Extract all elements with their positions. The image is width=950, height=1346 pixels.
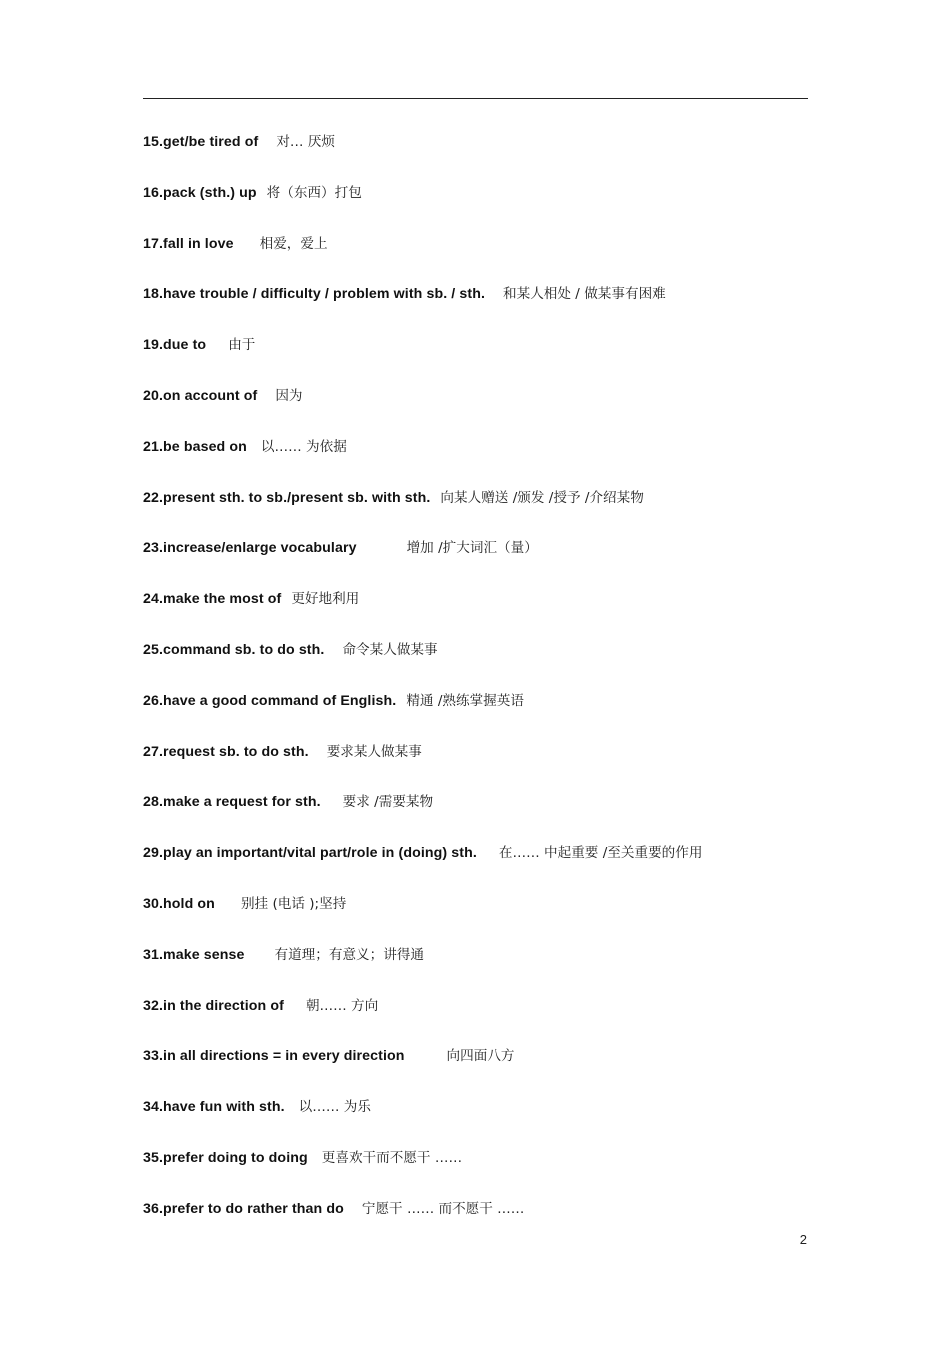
list-item xyxy=(143,1095,808,1146)
list-item xyxy=(143,841,808,892)
meaning-text: 对… 厌烦 xyxy=(276,134,336,150)
phrase-text: 32.in the direction of xyxy=(143,997,284,1014)
list-item xyxy=(143,1146,808,1197)
list-item xyxy=(143,1197,808,1248)
meaning-text: 增加 /扩大词汇（量） xyxy=(406,540,538,557)
list-item xyxy=(143,587,808,638)
phrase-text: 26.have a good command of English. xyxy=(143,692,397,709)
phrase-text: 35.prefer doing to doing xyxy=(143,1149,308,1166)
meaning-text: 向四面八方 xyxy=(446,1048,515,1065)
phrase-text: 29.play an important/vital part/role in (doing) sth. xyxy=(143,845,477,862)
list-item xyxy=(143,181,808,232)
meaning-text: 以…… 为依据 xyxy=(260,438,347,455)
phrase-text: 21.be based on xyxy=(143,438,247,455)
list-item xyxy=(143,333,808,384)
meaning-text: 要求某人做某事 xyxy=(326,743,422,760)
meaning-text: 有道理；有意义；讲得通 xyxy=(274,946,425,963)
list-item xyxy=(143,1044,808,1095)
meaning-text: 和某人相处 / 做某事有困难 xyxy=(503,286,666,303)
phrase-text: 19.due to xyxy=(143,337,207,354)
list-item xyxy=(143,689,808,740)
list-item xyxy=(143,740,808,791)
phrase-text: 36.prefer to do rather than do xyxy=(143,1200,344,1217)
meaning-text: 因为 xyxy=(275,387,303,404)
phrase-text: 15.get/be tired of xyxy=(143,134,259,150)
phrase-text: 23.increase/enlarge vocabulary xyxy=(143,540,357,557)
list-item xyxy=(143,130,808,181)
list-item xyxy=(143,943,808,994)
meaning-text: 更喜欢干而不愿干 …… xyxy=(321,1149,463,1166)
meaning-text: 命令某人做某事 xyxy=(342,641,438,658)
meaning-text: 朝…… 方向 xyxy=(305,997,379,1014)
phrase-text: 27.request sb. to do sth. xyxy=(143,743,309,760)
meaning-text: 精通 /熟练掌握英语 xyxy=(406,692,524,709)
list-item xyxy=(143,536,808,587)
meaning-text: 向某人赠送 /颁发 /授予 /介绍某物 xyxy=(440,489,644,506)
phrase-text: 30.hold on xyxy=(143,895,215,912)
list-item xyxy=(143,892,808,943)
list-item xyxy=(143,232,808,283)
list-item xyxy=(143,384,808,435)
phrase-text: 33.in all directions = in every direction xyxy=(143,1048,405,1065)
phrase-list xyxy=(143,130,808,1248)
list-item xyxy=(143,282,808,333)
phrase-text: 24.make the most of xyxy=(143,591,282,608)
phrase-text: 28.make a request for sth. xyxy=(143,794,321,811)
list-item xyxy=(143,994,808,1045)
meaning-text: 别挂 (电话 );坚持 xyxy=(240,895,347,912)
list-item xyxy=(143,790,808,841)
phrase-text: 20.on account of xyxy=(143,387,258,404)
meaning-text: 在…… 中起重要 /至关重要的作用 xyxy=(498,845,703,862)
meaning-text: 要求 /需要某物 xyxy=(342,794,434,811)
meaning-text: 相爱，爱上 xyxy=(259,235,328,252)
phrase-text: 34.have fun with sth. xyxy=(143,1099,285,1116)
phrase-text: 16.pack (sth.) up xyxy=(143,184,257,201)
meaning-text: 更好地利用 xyxy=(291,591,360,608)
header-rule xyxy=(143,98,808,99)
list-item xyxy=(143,486,808,537)
phrase-text: 25.command sb. to do sth. xyxy=(143,641,325,658)
meaning-text: 由于 xyxy=(228,337,256,354)
page-number: 2 xyxy=(799,1232,807,1247)
meaning-text: 宁愿干 …… 而不愿干 …… xyxy=(361,1200,525,1217)
list-item xyxy=(143,638,808,689)
phrase-text: 18.have trouble / difficulty / problem with sb. / sth. xyxy=(143,286,486,303)
meaning-text: 以…… 为乐 xyxy=(298,1099,371,1116)
phrase-text: 22.present sth. to sb./present sb. with sth. xyxy=(143,489,431,506)
phrase-text: 17.fall in love xyxy=(143,235,234,252)
list-item xyxy=(143,435,808,486)
phrase-text: 31.make sense xyxy=(143,946,245,963)
meaning-text: 将（东西）打包 xyxy=(266,184,362,201)
